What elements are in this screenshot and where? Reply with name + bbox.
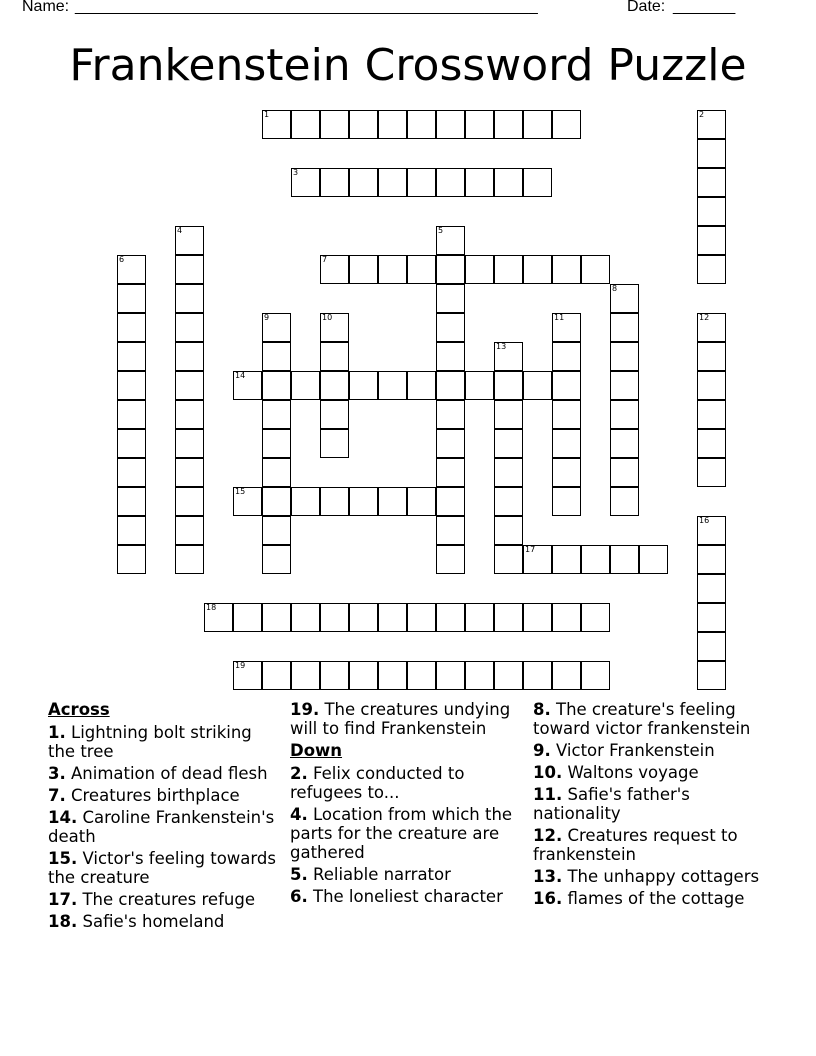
down-heading: Down (290, 741, 343, 760)
clue-item-text: The unhappy cottagers (562, 867, 760, 886)
grid-cell[interactable] (407, 603, 436, 632)
grid-cell[interactable] (697, 197, 726, 226)
grid-cell[interactable] (378, 487, 407, 516)
clue-number: 9 (264, 313, 270, 322)
grid-cell[interactable] (436, 255, 465, 284)
grid-cell[interactable] (697, 342, 726, 371)
grid-cell[interactable] (523, 168, 552, 197)
grid-cell[interactable] (697, 139, 726, 168)
grid-cell[interactable] (262, 429, 291, 458)
clue-item-text: The creatures undying will to find Frankenstein (290, 700, 511, 738)
grid-cell[interactable] (117, 516, 146, 545)
clue-item (533, 826, 773, 864)
clue-item-text: flames of the cottage (562, 889, 745, 908)
grid-cell[interactable] (320, 110, 349, 139)
grid-cell[interactable] (378, 168, 407, 197)
clue-item-text: The creature's feeling toward victor frankenstein (533, 700, 751, 738)
grid-cell[interactable] (552, 603, 581, 632)
grid-cell[interactable] (117, 487, 146, 516)
grid-cell[interactable] (117, 342, 146, 371)
grid-cell[interactable] (262, 342, 291, 371)
grid-cell[interactable] (494, 603, 523, 632)
grid-cell[interactable] (320, 400, 349, 429)
grid-cell[interactable] (697, 400, 726, 429)
grid-cell[interactable] (552, 110, 581, 139)
grid-cell[interactable] (610, 487, 639, 516)
grid-cell[interactable] (378, 661, 407, 690)
clue-item-number: 15. (48, 849, 78, 868)
grid-cell[interactable] (697, 371, 726, 400)
grid-cell[interactable] (697, 516, 726, 545)
grid-cell[interactable] (262, 661, 291, 690)
grid-cell[interactable] (175, 429, 204, 458)
grid-cell[interactable] (320, 603, 349, 632)
grid-cell[interactable] (436, 313, 465, 342)
clue-number: 14 (235, 371, 246, 380)
clue-item (533, 741, 773, 760)
grid-cell[interactable] (262, 545, 291, 574)
grid-cell[interactable] (175, 255, 204, 284)
grid-cell[interactable] (494, 371, 523, 400)
grid-cell[interactable] (610, 371, 639, 400)
grid-cell[interactable] (320, 168, 349, 197)
grid-cell[interactable] (233, 603, 262, 632)
grid-cell[interactable] (697, 661, 726, 690)
grid-cell[interactable] (494, 110, 523, 139)
grid-cell[interactable] (465, 255, 494, 284)
grid-cell[interactable] (610, 429, 639, 458)
grid-cell[interactable] (697, 574, 726, 603)
grid-cell[interactable] (320, 255, 349, 284)
clue-item-text: The creatures refuge (77, 890, 255, 909)
clue-item-number: 5. (290, 865, 308, 884)
grid-cell[interactable] (465, 110, 494, 139)
grid-cell[interactable] (523, 603, 552, 632)
grid-cell[interactable] (552, 342, 581, 371)
grid-cell[interactable] (175, 400, 204, 429)
grid-cell[interactable] (175, 545, 204, 574)
clue-item-text: The loneliest character (307, 887, 503, 906)
clue-item-text: Creatures birthplace (65, 786, 240, 805)
grid-cell[interactable] (436, 661, 465, 690)
clue-item (48, 912, 278, 931)
clue-item-number: 3. (48, 764, 66, 783)
grid-cell[interactable] (349, 487, 378, 516)
clue-number: 19 (235, 661, 246, 670)
clue-number: 16 (699, 516, 710, 525)
grid-cell[interactable] (349, 371, 378, 400)
grid-cell[interactable] (610, 284, 639, 313)
clue-item (533, 763, 773, 782)
clue-item (290, 805, 525, 862)
clue-number: 6 (119, 255, 125, 264)
clue-number: 11 (554, 313, 565, 322)
grid-cell[interactable] (320, 487, 349, 516)
grid-cell[interactable] (552, 661, 581, 690)
grid-cell[interactable] (436, 168, 465, 197)
clue-item-number: 18. (48, 912, 78, 931)
grid-cell[interactable] (262, 458, 291, 487)
grid-cell[interactable] (349, 110, 378, 139)
clue-item (48, 786, 278, 805)
grid-cell[interactable] (523, 371, 552, 400)
clue-item (48, 723, 278, 761)
clue-number: 15 (235, 487, 246, 496)
grid-cell[interactable] (523, 110, 552, 139)
grid-cell[interactable] (291, 168, 320, 197)
grid-cell[interactable] (378, 371, 407, 400)
grid-cell[interactable] (697, 226, 726, 255)
clue-item (533, 867, 773, 886)
clue-number: 7 (322, 255, 328, 264)
grid-cell[interactable] (581, 661, 610, 690)
grid-cell[interactable] (436, 516, 465, 545)
clue-item (48, 808, 278, 846)
grid-cell[interactable] (175, 284, 204, 313)
clue-item (48, 764, 278, 783)
grid-cell[interactable] (262, 110, 291, 139)
grid-cell[interactable] (117, 255, 146, 284)
grid-cell[interactable] (349, 168, 378, 197)
clue-item-text: Victor's feeling towards the creature (48, 849, 276, 887)
clue-item (290, 700, 525, 738)
down-clue-list-continued (533, 700, 773, 908)
clue-number: 13 (496, 342, 507, 351)
grid-cell[interactable] (697, 632, 726, 661)
grid-cell[interactable] (378, 110, 407, 139)
clue-item-number: 13. (533, 867, 563, 886)
grid-cell[interactable] (697, 313, 726, 342)
grid-cell[interactable] (552, 313, 581, 342)
clues-column-2 (290, 700, 525, 909)
grid-cell[interactable] (465, 168, 494, 197)
clue-number: 12 (699, 313, 710, 322)
clue-item (290, 887, 525, 906)
grid-cell[interactable] (320, 342, 349, 371)
grid-cell[interactable] (610, 545, 639, 574)
grid-cell[interactable] (494, 342, 523, 371)
grid-cell[interactable] (436, 342, 465, 371)
grid-cell[interactable] (320, 661, 349, 690)
grid-cell[interactable] (175, 487, 204, 516)
grid-cell[interactable] (407, 661, 436, 690)
grid-cell[interactable] (465, 371, 494, 400)
clue-item-text: Location from which the parts for the creature are gathered (290, 805, 513, 862)
clue-item-text: Victor Frankenstein (550, 741, 715, 760)
date-label: Date: (627, 0, 666, 15)
grid-cell[interactable] (291, 371, 320, 400)
grid-cell[interactable] (407, 371, 436, 400)
down-clue-list (290, 764, 525, 906)
grid-cell[interactable] (465, 661, 494, 690)
date-field[interactable]: _______ (673, 0, 736, 15)
clue-item-number: 9. (533, 741, 551, 760)
grid-cell[interactable] (407, 255, 436, 284)
clue-item (48, 890, 278, 909)
grid-cell[interactable] (610, 313, 639, 342)
grid-cell[interactable] (175, 342, 204, 371)
grid-cell[interactable] (581, 255, 610, 284)
clue-number: 17 (525, 545, 536, 554)
grid-cell[interactable] (552, 429, 581, 458)
grid-cell[interactable] (697, 110, 726, 139)
clue-item-text: Safie's father's nationality (533, 785, 690, 823)
grid-cell[interactable] (233, 661, 262, 690)
grid-cell[interactable] (175, 371, 204, 400)
grid-cell[interactable] (204, 603, 233, 632)
clue-item-number: 14. (48, 808, 78, 827)
grid-cell[interactable] (581, 545, 610, 574)
grid-cell[interactable] (494, 545, 523, 574)
grid-cell[interactable] (262, 313, 291, 342)
grid-cell[interactable] (262, 400, 291, 429)
name-field[interactable]: ____________________________________________________ (75, 0, 538, 15)
clue-item-number: 19. (290, 700, 320, 719)
grid-cell[interactable] (436, 429, 465, 458)
grid-cell[interactable] (581, 603, 610, 632)
grid-cell[interactable] (552, 255, 581, 284)
grid-cell[interactable] (610, 400, 639, 429)
grid-cell[interactable] (233, 371, 262, 400)
page-title: Frankenstein Crossword Puzzle (69, 40, 747, 91)
grid-cell[interactable] (175, 313, 204, 342)
grid-cell[interactable] (552, 487, 581, 516)
grid-cell[interactable] (117, 458, 146, 487)
clue-number: 18 (206, 603, 217, 612)
clue-item-text: Creatures request to frankenstein (533, 826, 738, 864)
clue-number: 4 (177, 226, 183, 235)
clue-number: 8 (612, 284, 618, 293)
clue-number: 1 (264, 110, 270, 119)
clue-item (290, 764, 525, 802)
grid-cell[interactable] (436, 545, 465, 574)
clue-item-text: Animation of dead flesh (65, 764, 268, 783)
grid-cell[interactable] (291, 110, 320, 139)
grid-cell[interactable] (639, 545, 668, 574)
grid-cell[interactable] (697, 545, 726, 574)
grid-cell[interactable] (407, 487, 436, 516)
grid-cell[interactable] (320, 313, 349, 342)
clue-item (533, 889, 773, 908)
clue-item-number: 1. (48, 723, 66, 742)
clue-item-number: 10. (533, 763, 563, 782)
name-label: Name: (22, 0, 70, 15)
clue-item-text: Lightning bolt striking the tree (48, 723, 252, 761)
clue-item-number: 8. (533, 700, 551, 719)
grid-cell[interactable] (262, 487, 291, 516)
grid-cell[interactable] (494, 487, 523, 516)
grid-cell[interactable] (320, 429, 349, 458)
grid-cell[interactable] (117, 313, 146, 342)
grid-cell[interactable] (117, 371, 146, 400)
grid-cell[interactable] (552, 400, 581, 429)
grid-cell[interactable] (233, 487, 262, 516)
grid-cell[interactable] (436, 284, 465, 313)
grid-cell[interactable] (291, 487, 320, 516)
grid-cell[interactable] (610, 458, 639, 487)
grid-cell[interactable] (494, 458, 523, 487)
grid-cell[interactable] (436, 371, 465, 400)
clue-item-number: 16. (533, 889, 563, 908)
grid-cell[interactable] (465, 603, 494, 632)
grid-cell[interactable] (175, 516, 204, 545)
grid-cell[interactable] (523, 545, 552, 574)
grid-cell[interactable] (436, 110, 465, 139)
grid-cell[interactable] (117, 400, 146, 429)
grid-cell[interactable] (378, 603, 407, 632)
grid-cell[interactable] (291, 603, 320, 632)
clue-item-number: 2. (290, 764, 308, 783)
grid-cell[interactable] (494, 168, 523, 197)
clue-item (533, 785, 773, 823)
grid-cell[interactable] (436, 487, 465, 516)
clues-column-1 (48, 700, 278, 934)
grid-cell[interactable] (436, 458, 465, 487)
grid-cell[interactable] (552, 371, 581, 400)
clue-number: 2 (699, 110, 705, 119)
grid-cell[interactable] (262, 516, 291, 545)
clue-item-number: 17. (48, 890, 78, 909)
grid-cell[interactable] (552, 545, 581, 574)
clue-item-number: 7. (48, 786, 66, 805)
grid-cell[interactable] (697, 168, 726, 197)
grid-cell[interactable] (523, 255, 552, 284)
clue-item-number: 11. (533, 785, 563, 804)
grid-cell[interactable] (349, 255, 378, 284)
grid-cell[interactable] (494, 429, 523, 458)
grid-cell[interactable] (378, 255, 407, 284)
grid-cell[interactable] (494, 516, 523, 545)
clue-number: 3 (293, 168, 299, 177)
grid-cell[interactable] (697, 458, 726, 487)
grid-cell[interactable] (697, 255, 726, 284)
grid-cell[interactable] (436, 226, 465, 255)
clue-item (48, 849, 278, 887)
clue-number: 5 (438, 226, 444, 235)
clue-item-text: Felix conducted to refugees to... (290, 764, 465, 802)
grid-cell[interactable] (552, 458, 581, 487)
grid-cell[interactable] (262, 371, 291, 400)
clue-number: 10 (322, 313, 333, 322)
clue-item-text: Reliable narrator (307, 865, 451, 884)
grid-cell[interactable] (436, 603, 465, 632)
grid-cell[interactable] (697, 429, 726, 458)
grid-cell[interactable] (697, 603, 726, 632)
grid-cell[interactable] (436, 400, 465, 429)
grid-cell[interactable] (320, 371, 349, 400)
grid-cell[interactable] (494, 661, 523, 690)
across-heading: Across (48, 700, 110, 719)
grid-cell[interactable] (349, 603, 378, 632)
clue-item-text: Waltons voyage (562, 763, 699, 782)
clues-column-3 (533, 700, 773, 911)
clue-item-text: Caroline Frankenstein's death (48, 808, 275, 846)
grid-cell[interactable] (175, 458, 204, 487)
grid-cell[interactable] (291, 661, 320, 690)
grid-cell[interactable] (117, 545, 146, 574)
clue-item-number: 4. (290, 805, 308, 824)
grid-cell[interactable] (349, 661, 378, 690)
clue-item-text: Safie's homeland (77, 912, 225, 931)
grid-cell[interactable] (262, 603, 291, 632)
grid-cell[interactable] (175, 226, 204, 255)
clue-item-number: 12. (533, 826, 563, 845)
grid-cell[interactable] (117, 429, 146, 458)
across-clue-list-continued (290, 700, 525, 738)
grid-cell[interactable] (494, 255, 523, 284)
grid-cell[interactable] (117, 284, 146, 313)
across-clue-list (48, 723, 278, 931)
clue-item (290, 865, 525, 884)
grid-cell[interactable] (407, 168, 436, 197)
clue-item-number: 6. (290, 887, 308, 906)
grid-cell[interactable] (523, 661, 552, 690)
clue-item (533, 700, 773, 738)
grid-cell[interactable] (494, 400, 523, 429)
grid-cell[interactable] (610, 342, 639, 371)
grid-cell[interactable] (407, 110, 436, 139)
